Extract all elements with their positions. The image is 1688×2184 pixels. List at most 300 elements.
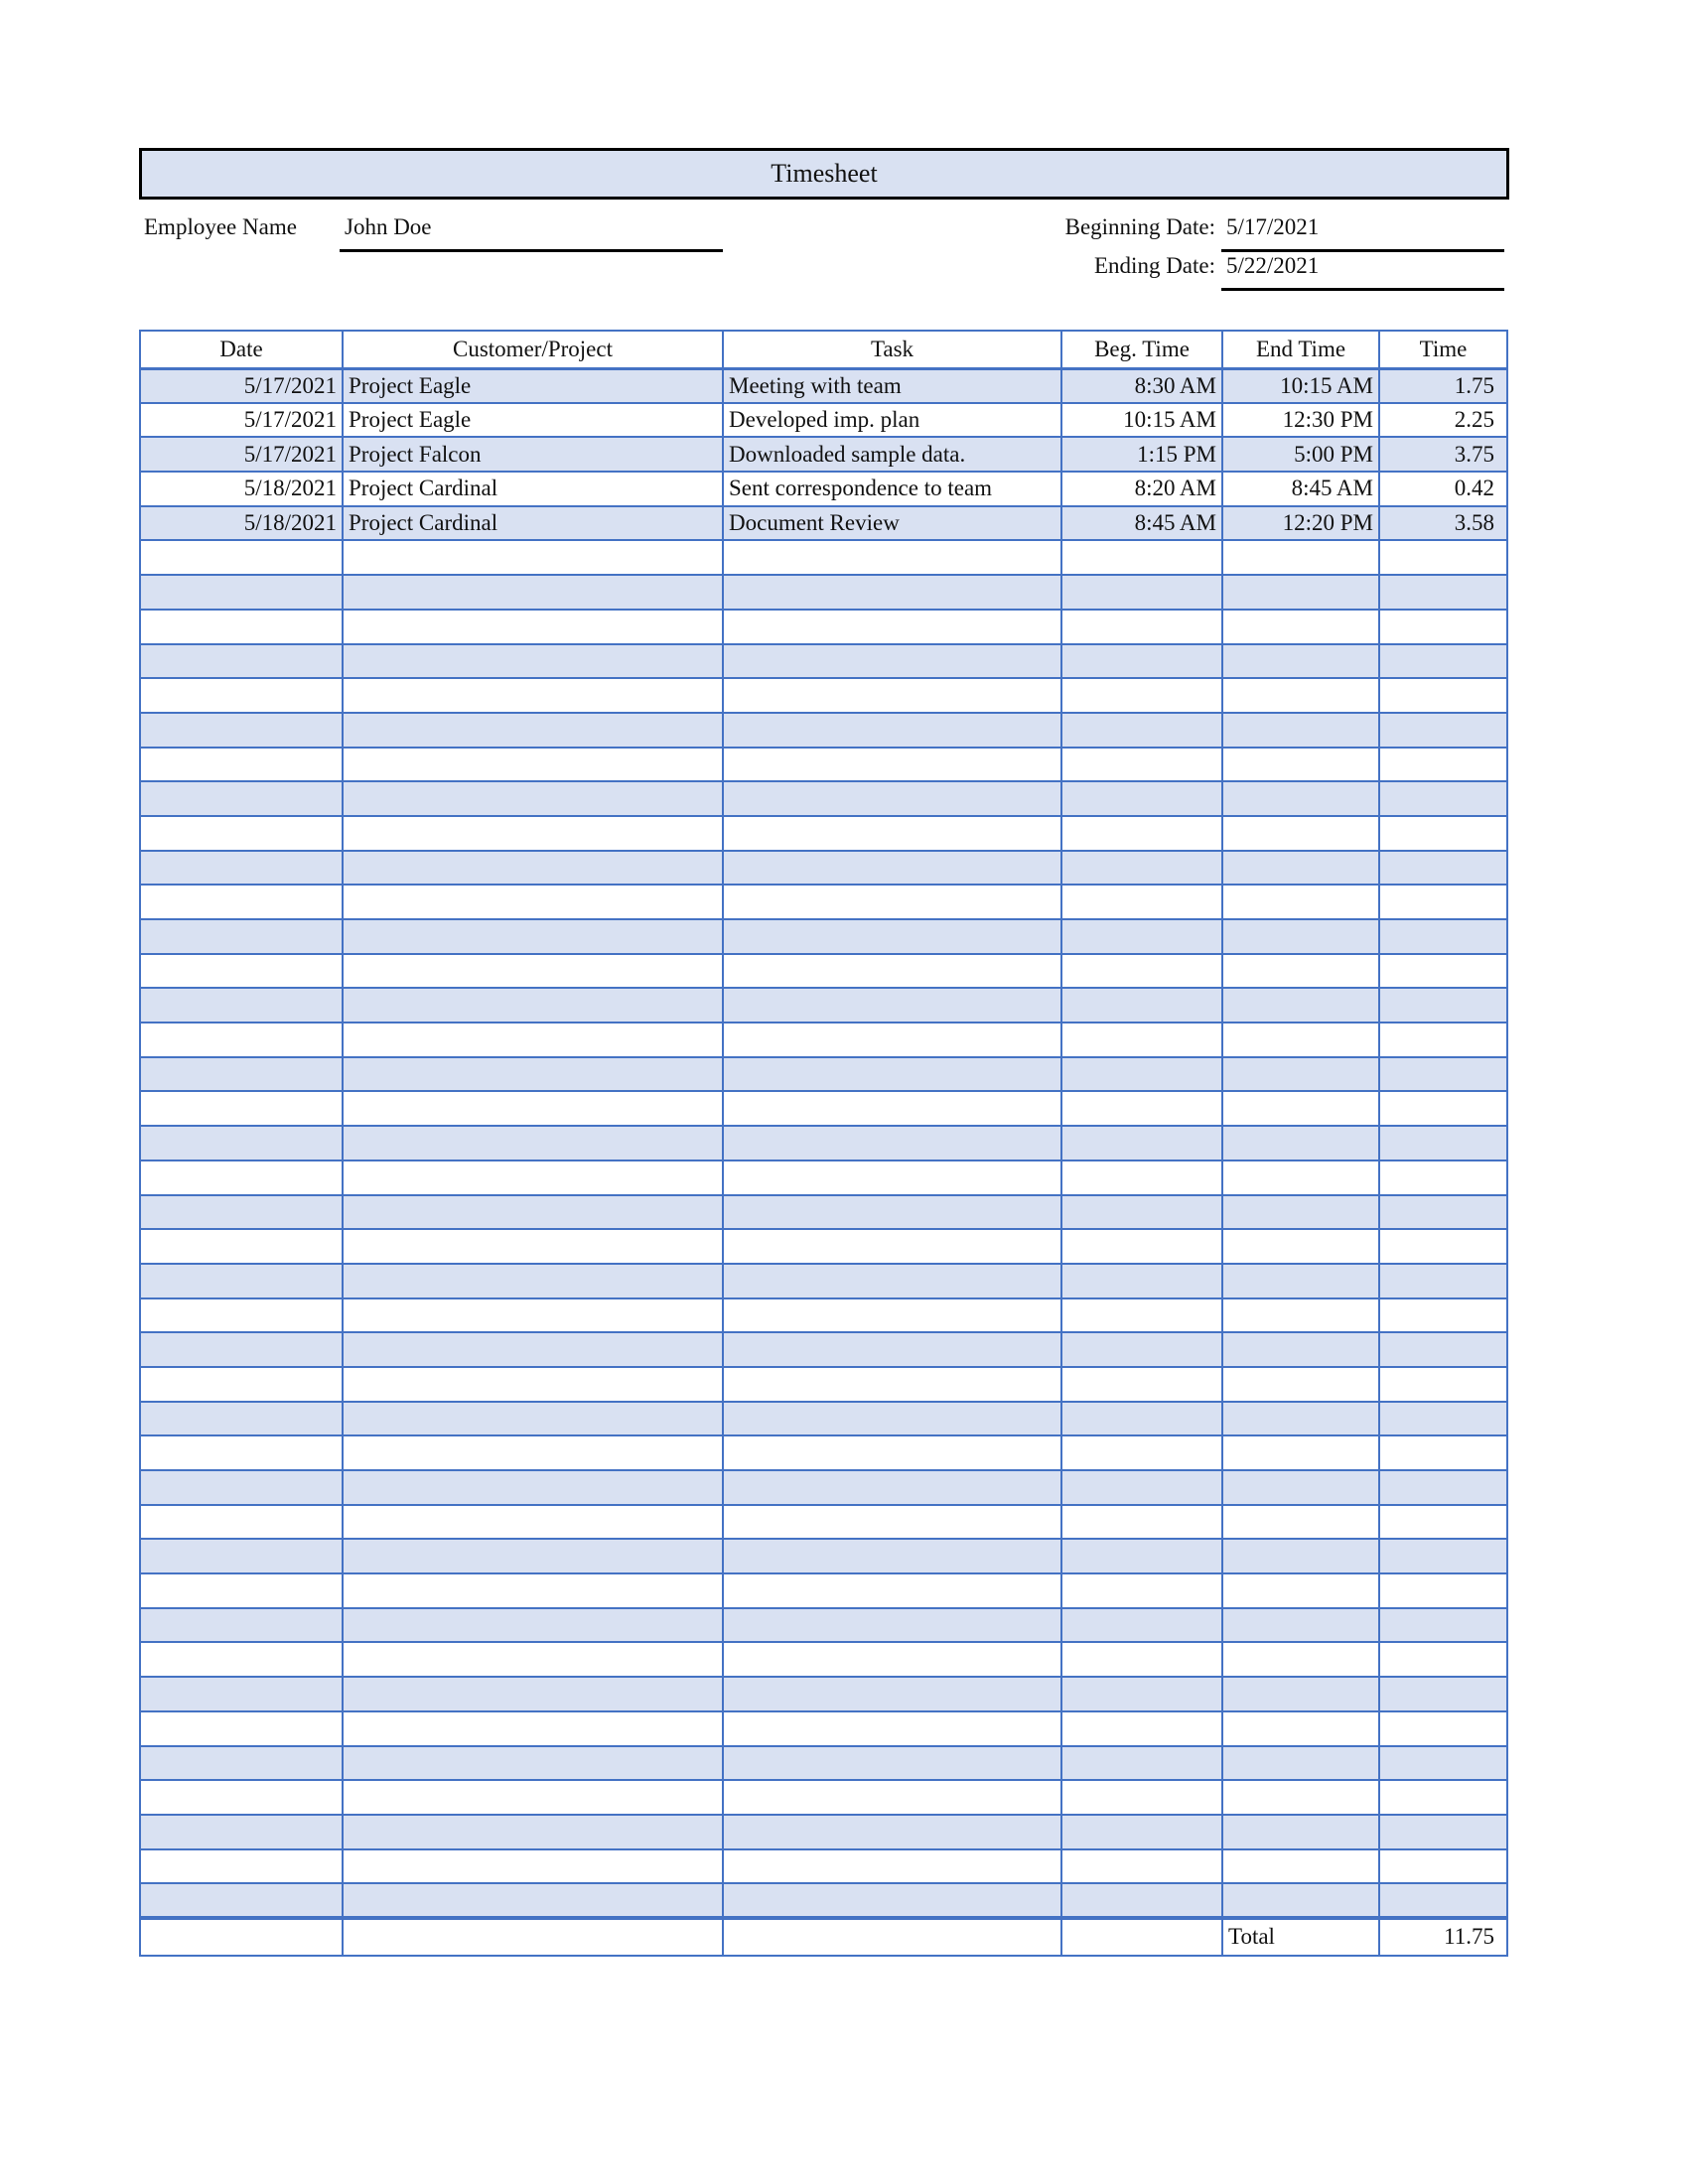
time-cell[interactable] [1379, 1573, 1507, 1608]
time-cell[interactable]: 2.25 [1379, 403, 1507, 438]
date-cell[interactable] [140, 781, 343, 816]
beg-time-cell[interactable] [1061, 1023, 1222, 1057]
project-cell[interactable] [343, 644, 723, 679]
project-cell[interactable] [343, 540, 723, 575]
end-time-cell[interactable] [1222, 1711, 1379, 1746]
beg-time-cell[interactable] [1061, 954, 1222, 989]
time-cell[interactable]: 3.58 [1379, 506, 1507, 541]
project-cell[interactable] [343, 1160, 723, 1195]
beg-time-cell[interactable] [1061, 1746, 1222, 1781]
date-cell[interactable] [140, 1711, 343, 1746]
end-time-cell[interactable] [1222, 988, 1379, 1023]
beg-time-cell[interactable] [1061, 540, 1222, 575]
beg-time-cell[interactable] [1061, 1573, 1222, 1608]
task-cell[interactable] [723, 1746, 1061, 1781]
end-time-cell[interactable]: 5:00 PM [1222, 437, 1379, 472]
project-cell[interactable] [343, 781, 723, 816]
total-row-blank-cell [1061, 1918, 1222, 1956]
total-label: Total [1222, 1918, 1379, 1956]
end-time-cell[interactable] [1222, 851, 1379, 886]
date-cell[interactable] [140, 1470, 343, 1505]
empty-table-row [140, 885, 1507, 919]
date-cell[interactable] [140, 1849, 343, 1884]
task-cell[interactable] [723, 713, 1061, 748]
project-cell[interactable]: Project Eagle [343, 368, 723, 403]
date-cell[interactable] [140, 1573, 343, 1608]
project-cell[interactable] [343, 1091, 723, 1126]
date-cell[interactable] [140, 1023, 343, 1057]
beg-time-cell[interactable] [1061, 678, 1222, 713]
time-cell[interactable] [1379, 1023, 1507, 1057]
project-cell[interactable] [343, 1505, 723, 1540]
project-cell[interactable] [343, 1849, 723, 1884]
date-cell[interactable] [140, 1332, 343, 1367]
total-row-blank-cell [140, 1918, 343, 1956]
time-cell[interactable] [1379, 713, 1507, 748]
project-cell[interactable] [343, 610, 723, 644]
time-cell[interactable] [1379, 1091, 1507, 1126]
date-cell[interactable] [140, 540, 343, 575]
date-cell[interactable] [140, 713, 343, 748]
time-cell[interactable] [1379, 919, 1507, 954]
date-cell[interactable]: 5/17/2021 [140, 403, 343, 438]
task-cell[interactable] [723, 885, 1061, 919]
date-cell[interactable] [140, 851, 343, 886]
time-cell[interactable] [1379, 1402, 1507, 1436]
date-cell[interactable] [140, 1677, 343, 1711]
project-cell[interactable] [343, 575, 723, 610]
beg-time-cell[interactable] [1061, 575, 1222, 610]
project-cell[interactable] [343, 1883, 723, 1918]
date-cell[interactable] [140, 1780, 343, 1815]
date-cell[interactable] [140, 885, 343, 919]
project-cell[interactable] [343, 1367, 723, 1402]
date-cell[interactable] [140, 1642, 343, 1677]
task-cell[interactable] [723, 644, 1061, 679]
task-cell[interactable] [723, 1126, 1061, 1160]
project-cell[interactable] [343, 1608, 723, 1643]
time-cell[interactable] [1379, 1057, 1507, 1092]
beg-time-cell[interactable] [1061, 851, 1222, 886]
date-cell[interactable] [140, 1539, 343, 1573]
beg-time-cell[interactable] [1061, 1332, 1222, 1367]
date-cell[interactable] [140, 644, 343, 679]
date-cell[interactable]: 5/18/2021 [140, 472, 343, 506]
end-time-cell[interactable] [1222, 885, 1379, 919]
empty-table-row [140, 1023, 1507, 1057]
task-cell[interactable] [723, 1160, 1061, 1195]
date-cell[interactable] [140, 988, 343, 1023]
beg-time-cell[interactable] [1061, 1711, 1222, 1746]
project-cell[interactable] [343, 1435, 723, 1470]
total-row-blank-cell [723, 1918, 1061, 1956]
project-cell[interactable]: Project Eagle [343, 403, 723, 438]
project-cell[interactable] [343, 1815, 723, 1849]
beg-time-cell[interactable] [1061, 1780, 1222, 1815]
empty-table-row [140, 540, 1507, 575]
end-time-cell[interactable] [1222, 644, 1379, 679]
date-cell[interactable] [140, 919, 343, 954]
end-time-cell[interactable] [1222, 1677, 1379, 1711]
beg-time-cell[interactable] [1061, 1505, 1222, 1540]
empty-table-row [140, 1264, 1507, 1298]
end-time-cell[interactable] [1222, 575, 1379, 610]
empty-table-row [140, 988, 1507, 1023]
beg-time-cell[interactable]: 1:15 PM [1061, 437, 1222, 472]
empty-table-row [140, 1608, 1507, 1643]
end-time-cell[interactable]: 12:30 PM [1222, 403, 1379, 438]
end-time-cell[interactable] [1222, 610, 1379, 644]
date-cell[interactable] [140, 954, 343, 989]
beginning-date-label: Beginning Date: [1064, 214, 1215, 239]
task-cell[interactable] [723, 1229, 1061, 1264]
end-time-cell[interactable] [1222, 1539, 1379, 1573]
end-time-cell[interactable] [1222, 1195, 1379, 1230]
empty-table-row [140, 1435, 1507, 1470]
date-cell[interactable] [140, 748, 343, 782]
time-cell[interactable] [1379, 1298, 1507, 1333]
empty-table-row [140, 1505, 1507, 1540]
beg-time-cell[interactable] [1061, 1057, 1222, 1092]
time-cell[interactable] [1379, 1883, 1507, 1918]
end-time-cell[interactable] [1222, 1367, 1379, 1402]
end-time-cell[interactable] [1222, 713, 1379, 748]
empty-table-row [140, 1746, 1507, 1781]
end-time-cell[interactable] [1222, 781, 1379, 816]
time-cell[interactable] [1379, 1711, 1507, 1746]
time-cell[interactable] [1379, 610, 1507, 644]
project-cell[interactable] [343, 1126, 723, 1160]
beg-time-cell[interactable] [1061, 610, 1222, 644]
project-cell[interactable] [343, 1298, 723, 1333]
time-cell[interactable] [1379, 1160, 1507, 1195]
end-time-cell[interactable] [1222, 748, 1379, 782]
task-cell[interactable] [723, 1298, 1061, 1333]
task-cell[interactable] [723, 1815, 1061, 1849]
time-cell[interactable] [1379, 1746, 1507, 1781]
beg-time-cell[interactable] [1061, 644, 1222, 679]
end-time-cell[interactable]: 10:15 AM [1222, 368, 1379, 403]
beg-time-cell[interactable] [1061, 1126, 1222, 1160]
date-cell[interactable]: 5/18/2021 [140, 506, 343, 541]
end-time-cell[interactable] [1222, 1608, 1379, 1643]
end-time-cell[interactable] [1222, 1298, 1379, 1333]
column-header-time: Time [1379, 331, 1507, 368]
task-cell[interactable] [723, 1849, 1061, 1884]
time-cell[interactable] [1379, 816, 1507, 851]
beg-time-cell[interactable]: 8:20 AM [1061, 472, 1222, 506]
date-cell[interactable]: 5/17/2021 [140, 437, 343, 472]
project-cell[interactable] [343, 1057, 723, 1092]
beg-time-cell[interactable] [1061, 1160, 1222, 1195]
task-cell[interactable] [723, 1608, 1061, 1643]
project-cell[interactable] [343, 1780, 723, 1815]
project-cell[interactable] [343, 1642, 723, 1677]
table-row [140, 403, 1507, 438]
time-cell[interactable] [1379, 1677, 1507, 1711]
beginning-date-underline [1221, 249, 1504, 252]
time-cell[interactable] [1379, 1367, 1507, 1402]
beg-time-cell[interactable] [1061, 1849, 1222, 1884]
project-cell[interactable] [343, 851, 723, 886]
date-cell[interactable] [140, 1815, 343, 1849]
time-cell[interactable] [1379, 781, 1507, 816]
empty-table-row [140, 1402, 1507, 1436]
end-time-cell[interactable] [1222, 919, 1379, 954]
date-cell[interactable] [140, 610, 343, 644]
end-time-cell[interactable] [1222, 678, 1379, 713]
date-cell[interactable] [140, 1264, 343, 1298]
project-cell[interactable] [343, 1539, 723, 1573]
date-cell[interactable] [140, 1435, 343, 1470]
end-time-cell[interactable] [1222, 1160, 1379, 1195]
date-cell[interactable] [140, 1091, 343, 1126]
beg-time-cell[interactable] [1061, 1815, 1222, 1849]
time-cell[interactable] [1379, 988, 1507, 1023]
beg-time-cell[interactable] [1061, 781, 1222, 816]
end-time-cell[interactable] [1222, 1229, 1379, 1264]
task-cell[interactable]: Meeting with team [723, 368, 1061, 403]
date-cell[interactable] [140, 1229, 343, 1264]
project-cell[interactable] [343, 713, 723, 748]
project-cell[interactable] [343, 1195, 723, 1230]
date-cell[interactable] [140, 816, 343, 851]
time-cell[interactable] [1379, 1435, 1507, 1470]
project-cell[interactable] [343, 1746, 723, 1781]
time-cell[interactable] [1379, 678, 1507, 713]
end-time-cell[interactable] [1222, 1057, 1379, 1092]
beg-time-cell[interactable] [1061, 1642, 1222, 1677]
date-cell[interactable]: 5/17/2021 [140, 368, 343, 403]
project-cell[interactable] [343, 1677, 723, 1711]
task-cell[interactable] [723, 540, 1061, 575]
empty-table-row [140, 1229, 1507, 1264]
beg-time-cell[interactable]: 10:15 AM [1061, 403, 1222, 438]
date-cell[interactable] [140, 1505, 343, 1540]
project-cell[interactable] [343, 678, 723, 713]
project-cell[interactable]: Project Falcon [343, 437, 723, 472]
task-cell[interactable] [723, 1402, 1061, 1436]
date-cell[interactable] [140, 1298, 343, 1333]
beginning-date-field[interactable]: 5/17/2021 [1226, 214, 1320, 239]
date-cell[interactable] [140, 1746, 343, 1781]
project-cell[interactable] [343, 1402, 723, 1436]
beg-time-cell[interactable] [1061, 1298, 1222, 1333]
project-cell[interactable] [343, 1573, 723, 1608]
time-cell[interactable] [1379, 644, 1507, 679]
project-cell[interactable]: Project Cardinal [343, 506, 723, 541]
time-cell[interactable]: 3.75 [1379, 437, 1507, 472]
employee-name-field[interactable]: John Doe [345, 214, 432, 239]
task-cell[interactable] [723, 851, 1061, 886]
employee-name-underline [340, 249, 723, 252]
date-cell[interactable] [140, 1160, 343, 1195]
beg-time-cell[interactable] [1061, 1091, 1222, 1126]
task-cell[interactable] [723, 1195, 1061, 1230]
time-cell[interactable] [1379, 1332, 1507, 1367]
date-cell[interactable] [140, 1195, 343, 1230]
time-cell[interactable] [1379, 954, 1507, 989]
task-cell[interactable]: Downloaded sample data. [723, 437, 1061, 472]
task-cell[interactable] [723, 919, 1061, 954]
task-cell[interactable] [723, 1332, 1061, 1367]
end-time-cell[interactable] [1222, 1746, 1379, 1781]
empty-table-row [140, 1883, 1507, 1918]
task-cell[interactable] [723, 1539, 1061, 1573]
end-time-cell[interactable] [1222, 1435, 1379, 1470]
end-time-cell[interactable] [1222, 1849, 1379, 1884]
empty-table-row [140, 1815, 1507, 1849]
end-time-cell[interactable] [1222, 954, 1379, 989]
time-cell[interactable] [1379, 1195, 1507, 1230]
time-cell[interactable] [1379, 1264, 1507, 1298]
empty-table-row [140, 1539, 1507, 1573]
end-time-cell[interactable]: 8:45 AM [1222, 472, 1379, 506]
beg-time-cell[interactable] [1061, 713, 1222, 748]
task-cell[interactable] [723, 954, 1061, 989]
task-cell[interactable] [723, 1435, 1061, 1470]
project-cell[interactable] [343, 919, 723, 954]
time-cell[interactable] [1379, 1126, 1507, 1160]
end-time-cell[interactable] [1222, 1883, 1379, 1918]
task-cell[interactable] [723, 748, 1061, 782]
task-cell[interactable] [723, 1367, 1061, 1402]
end-time-cell[interactable] [1222, 1780, 1379, 1815]
time-cell[interactable] [1379, 1505, 1507, 1540]
time-cell[interactable] [1379, 1539, 1507, 1573]
beg-time-cell[interactable] [1061, 1883, 1222, 1918]
project-cell[interactable] [343, 748, 723, 782]
task-cell[interactable] [723, 575, 1061, 610]
date-cell[interactable] [140, 1057, 343, 1092]
date-cell[interactable] [140, 1608, 343, 1643]
task-cell[interactable] [723, 678, 1061, 713]
time-cell[interactable]: 1.75 [1379, 368, 1507, 403]
beg-time-cell[interactable] [1061, 988, 1222, 1023]
beg-time-cell[interactable] [1061, 885, 1222, 919]
time-cell[interactable] [1379, 575, 1507, 610]
project-cell[interactable] [343, 1332, 723, 1367]
project-cell[interactable] [343, 1264, 723, 1298]
time-cell[interactable]: 0.42 [1379, 472, 1507, 506]
time-cell[interactable] [1379, 1229, 1507, 1264]
date-cell[interactable] [140, 1402, 343, 1436]
time-cell[interactable] [1379, 1470, 1507, 1505]
end-time-cell[interactable] [1222, 1505, 1379, 1540]
beg-time-cell[interactable] [1061, 1435, 1222, 1470]
beg-time-cell[interactable] [1061, 748, 1222, 782]
time-cell[interactable] [1379, 1815, 1507, 1849]
end-time-cell[interactable] [1222, 1402, 1379, 1436]
empty-table-row [140, 1367, 1507, 1402]
date-cell[interactable] [140, 1126, 343, 1160]
end-time-cell[interactable] [1222, 540, 1379, 575]
date-cell[interactable] [140, 1367, 343, 1402]
task-cell[interactable]: Sent correspondence to team [723, 472, 1061, 506]
project-cell[interactable] [343, 1711, 723, 1746]
beg-time-cell[interactable] [1061, 1229, 1222, 1264]
project-cell[interactable]: Project Cardinal [343, 472, 723, 506]
beg-time-cell[interactable] [1061, 1402, 1222, 1436]
date-cell[interactable] [140, 575, 343, 610]
time-cell[interactable] [1379, 1642, 1507, 1677]
task-cell[interactable] [723, 1677, 1061, 1711]
task-cell[interactable] [723, 1883, 1061, 1918]
task-cell[interactable]: Developed imp. plan [723, 403, 1061, 438]
time-cell[interactable] [1379, 1780, 1507, 1815]
end-time-cell[interactable] [1222, 1264, 1379, 1298]
task-cell[interactable] [723, 1573, 1061, 1608]
task-cell[interactable] [723, 1264, 1061, 1298]
project-cell[interactable] [343, 816, 723, 851]
time-cell[interactable] [1379, 1608, 1507, 1643]
task-cell[interactable] [723, 1642, 1061, 1677]
task-cell[interactable] [723, 610, 1061, 644]
beg-time-cell[interactable] [1061, 1677, 1222, 1711]
project-cell[interactable] [343, 1229, 723, 1264]
table-row [140, 472, 1507, 506]
beg-time-cell[interactable] [1061, 1539, 1222, 1573]
project-cell[interactable] [343, 1023, 723, 1057]
end-time-cell[interactable] [1222, 1091, 1379, 1126]
end-time-cell[interactable] [1222, 816, 1379, 851]
ending-date-field[interactable]: 5/22/2021 [1226, 253, 1320, 278]
time-cell[interactable] [1379, 540, 1507, 575]
end-time-cell[interactable] [1222, 1815, 1379, 1849]
project-cell[interactable] [343, 885, 723, 919]
task-cell[interactable] [723, 1057, 1061, 1092]
task-cell[interactable] [723, 816, 1061, 851]
beg-time-cell[interactable] [1061, 1195, 1222, 1230]
beg-time-cell[interactable] [1061, 919, 1222, 954]
beg-time-cell[interactable] [1061, 1264, 1222, 1298]
task-cell[interactable] [723, 1091, 1061, 1126]
time-cell[interactable] [1379, 1849, 1507, 1884]
end-time-cell[interactable] [1222, 1642, 1379, 1677]
task-cell[interactable] [723, 988, 1061, 1023]
date-cell[interactable] [140, 678, 343, 713]
time-cell[interactable] [1379, 851, 1507, 886]
project-cell[interactable] [343, 988, 723, 1023]
beg-time-cell[interactable] [1061, 1367, 1222, 1402]
task-cell[interactable]: Document Review [723, 506, 1061, 541]
end-time-cell[interactable] [1222, 1332, 1379, 1367]
time-cell[interactable] [1379, 885, 1507, 919]
end-time-cell[interactable] [1222, 1573, 1379, 1608]
project-cell[interactable] [343, 954, 723, 989]
table-body [140, 368, 1507, 1918]
beg-time-cell[interactable] [1061, 1470, 1222, 1505]
end-time-cell[interactable]: 12:20 PM [1222, 506, 1379, 541]
task-cell[interactable] [723, 1023, 1061, 1057]
beg-time-cell[interactable] [1061, 816, 1222, 851]
beg-time-cell[interactable] [1061, 1608, 1222, 1643]
end-time-cell[interactable] [1222, 1126, 1379, 1160]
end-time-cell[interactable] [1222, 1023, 1379, 1057]
task-cell[interactable] [723, 1505, 1061, 1540]
beg-time-cell[interactable]: 8:45 AM [1061, 506, 1222, 541]
time-cell[interactable] [1379, 748, 1507, 782]
project-cell[interactable] [343, 1470, 723, 1505]
end-time-cell[interactable] [1222, 1470, 1379, 1505]
task-cell[interactable] [723, 1711, 1061, 1746]
empty-table-row [140, 748, 1507, 782]
beg-time-cell[interactable]: 8:30 AM [1061, 368, 1222, 403]
date-cell[interactable] [140, 1883, 343, 1918]
task-cell[interactable] [723, 1780, 1061, 1815]
task-cell[interactable] [723, 1470, 1061, 1505]
task-cell[interactable] [723, 781, 1061, 816]
